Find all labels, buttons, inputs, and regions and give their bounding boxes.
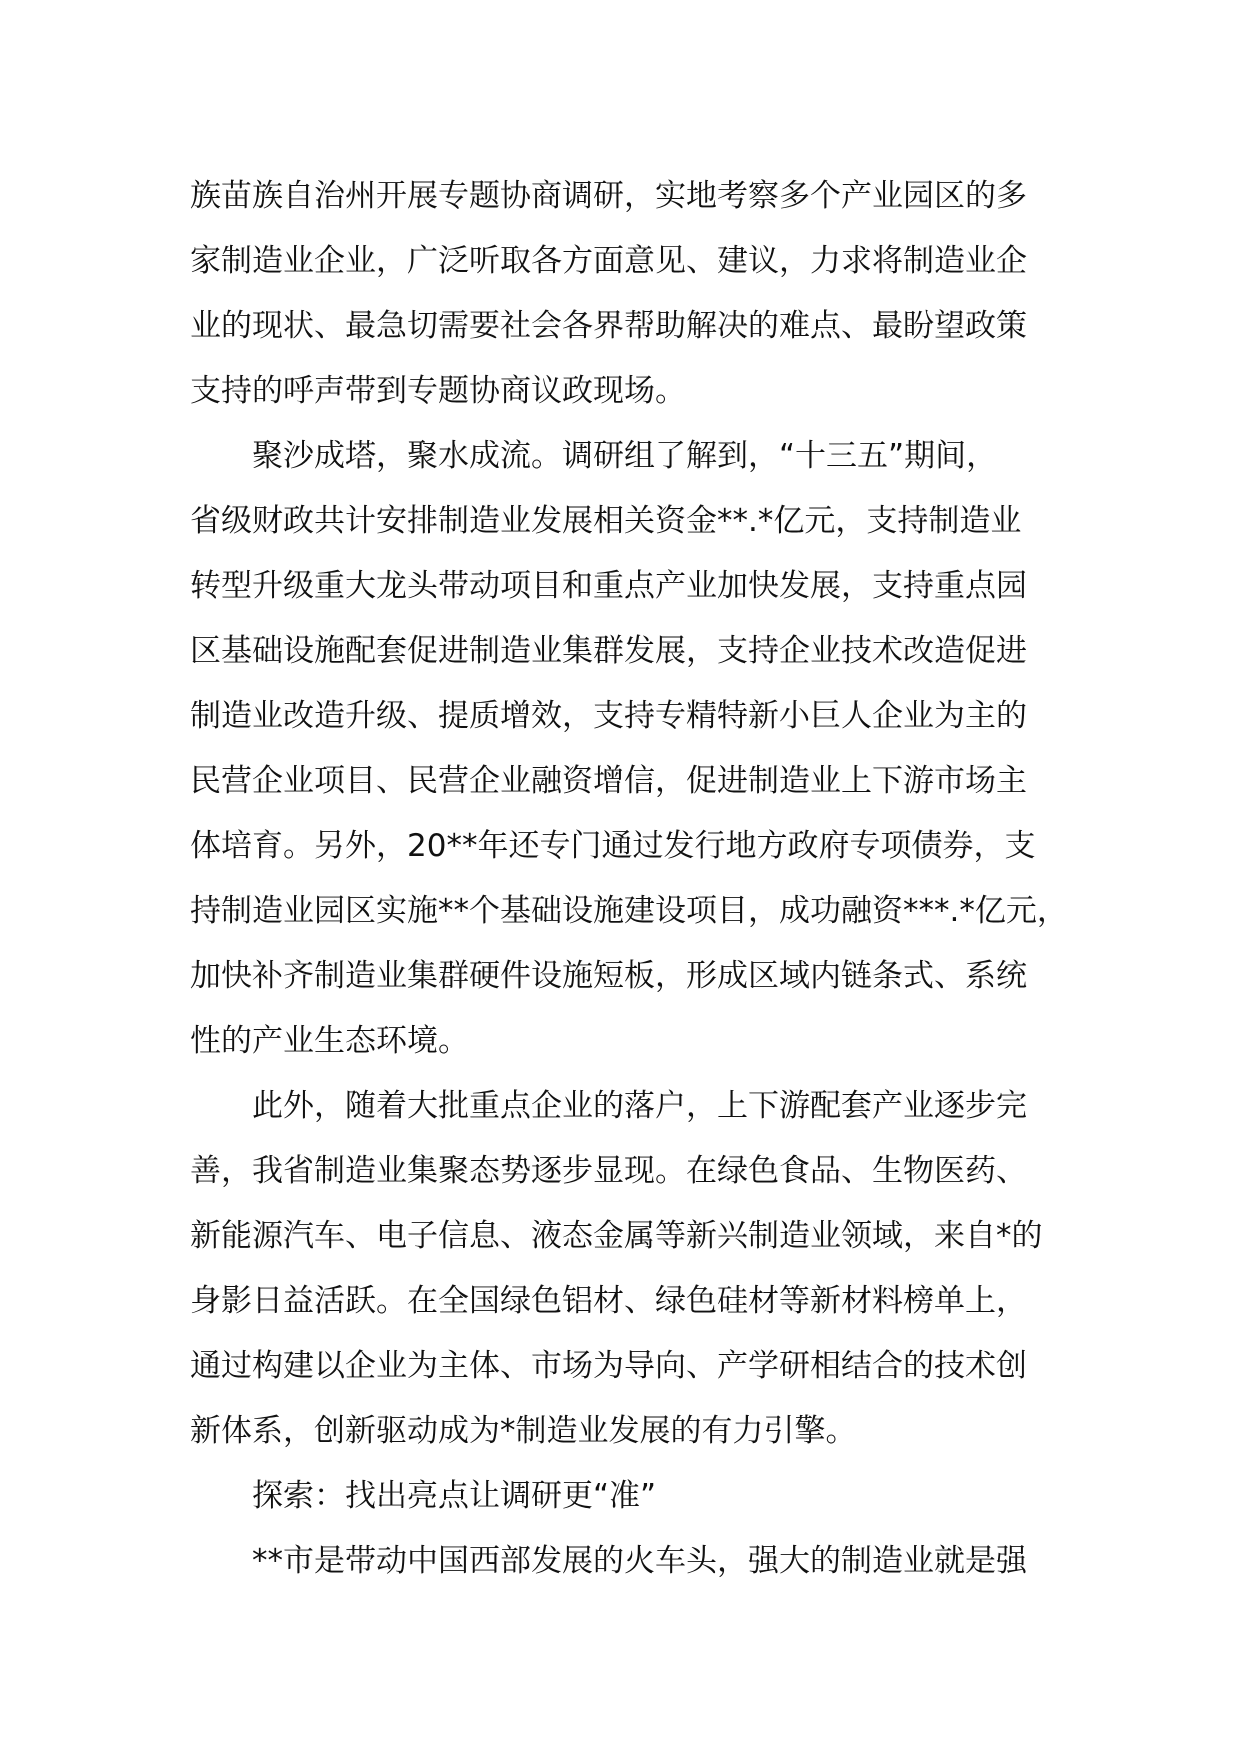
text-line: 省级财政共计安排制造业发展相关资金**.*亿元，支持制造业 xyxy=(190,503,1022,539)
paragraph-2 xyxy=(190,424,1090,1074)
paragraph-1 xyxy=(190,164,1090,424)
text-line: 身影日益活跃。在全国绿色铝材、绿色硅材等新材料榜单上， xyxy=(190,1283,1027,1319)
text-line: 性的产业生态环境。 xyxy=(190,1023,469,1059)
paragraph-4 xyxy=(190,1529,1090,1594)
text-line: 体培育。另外，20**年还专门通过发行地方政府专项债券，支 xyxy=(190,828,1036,864)
text-line: 通过构建以企业为主体、市场为导向、产学研相结合的技术创 xyxy=(190,1348,1027,1384)
section-heading xyxy=(190,1464,1090,1529)
text-line: 业的现状、最急切需要社会各界帮助解决的难点、最盼望政策 xyxy=(190,308,1027,344)
document-body xyxy=(190,164,1090,1594)
text-line: 加快补齐制造业集群硬件设施短板，形成区域内链条式、系统 xyxy=(190,958,1027,994)
text-line: 此外，随着大批重点企业的落户，上下游配套产业逐步完 xyxy=(252,1088,1027,1124)
section-heading-text: 探索：找出亮点让调研更“准” xyxy=(252,1478,657,1514)
text-line: 区基础设施配套促进制造业集群发展，支持企业技术改造促进 xyxy=(190,633,1027,669)
paragraph-3 xyxy=(190,1074,1090,1464)
text-line: 聚沙成塔，聚水成流。调研组了解到，“十三五”期间， xyxy=(252,438,998,474)
text-line: 家制造业企业，广泛听取各方面意见、建议，力求将制造业企 xyxy=(190,243,1027,279)
text-line: 支持的呼声带到专题协商议政现场。 xyxy=(190,373,686,409)
text-line: 制造业改造升级、提质增效，支持专精特新小巨人企业为主的 xyxy=(190,698,1027,734)
text-line: 族苗族自治州开展专题协商调研，实地考察多个产业园区的多 xyxy=(190,178,1027,214)
text-line: 善，我省制造业集聚态势逐步显现。在绿色食品、生物医药、 xyxy=(190,1153,1027,1189)
text-line: 新能源汽车、电子信息、液态金属等新兴制造业领域，来自*的 xyxy=(190,1218,1043,1254)
text-line: 转型升级重大龙头带动项目和重点产业加快发展，支持重点园 xyxy=(190,568,1027,604)
text-line: 持制造业园区实施**个基础设施建设项目，成功融资***.*亿元， xyxy=(190,893,1068,929)
text-line: 民营企业项目、民营企业融资增信，促进制造业上下游市场主 xyxy=(190,763,1027,799)
text-line: **市是带动中国西部发展的火车头，强大的制造业就是强 xyxy=(252,1543,1027,1579)
text-line: 新体系，创新驱动成为*制造业发展的有力引擎。 xyxy=(190,1413,857,1449)
